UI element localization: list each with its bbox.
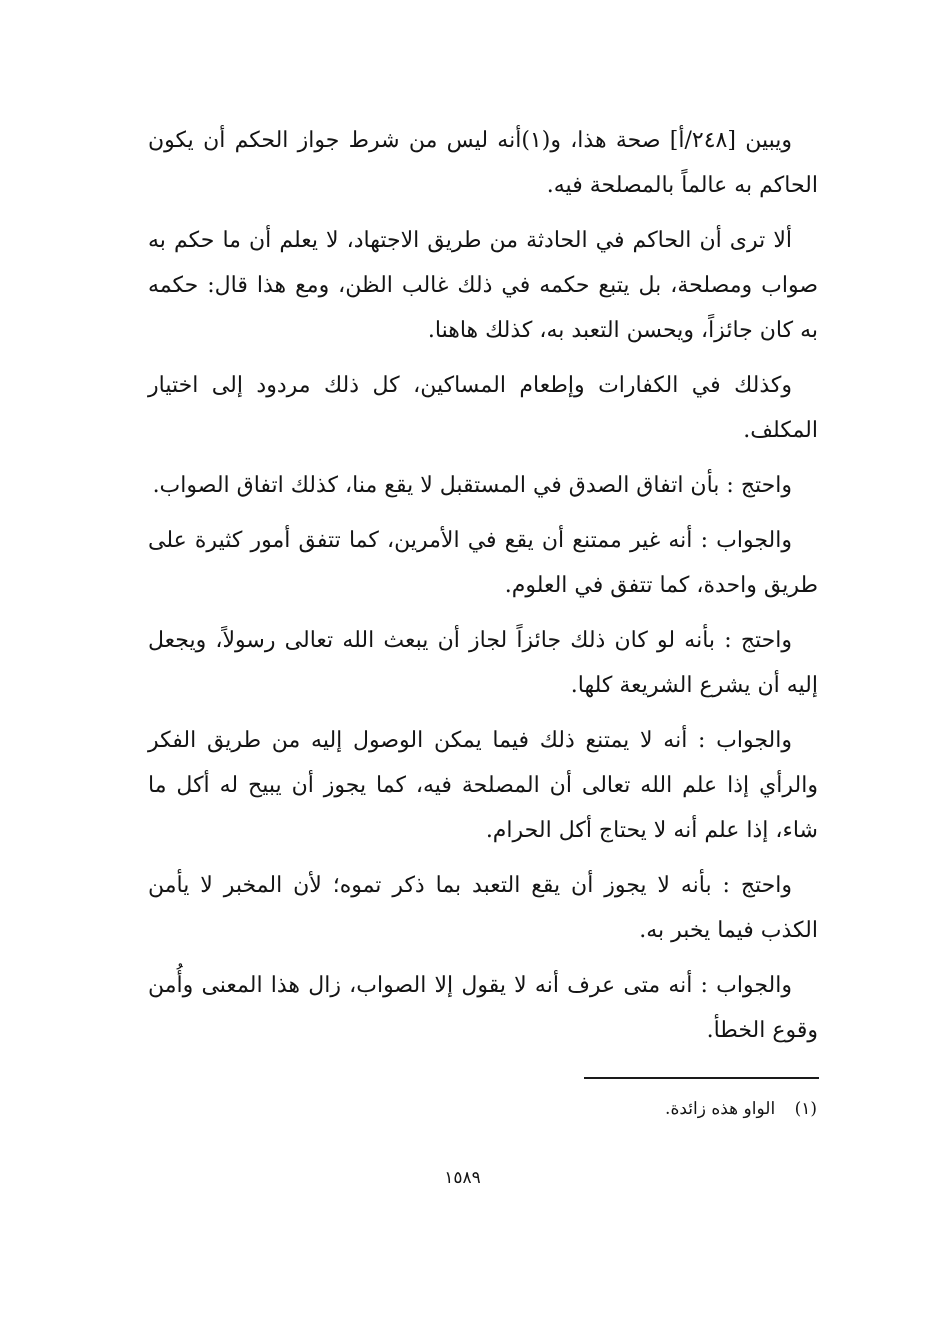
page-number: ١٥٨٩ (444, 1168, 481, 1188)
paragraph (148, 963, 818, 1053)
paragraph-text: والجواب : أنه لا يمتنع ذلك فيما يمكن الوصول إليه من طريق الفكر والرأي إذا علم الله تعالى أن المصلحة فيه، كما يجوز أن يبيح له أكل ما شاء، إذا علم أنه لا يحتاج أكل الحرام. (148, 728, 818, 843)
paragraph-text: ويبين [٢٤٨/أ] صحة هذا، و(١)أنه ليس من شرط جواز الحكم أن يكون الحاكم به عالماً بالمصلحة فيه. (148, 128, 818, 198)
paragraph (148, 518, 818, 608)
paragraph-text: ألا ترى أن الحاكم في الحادثة من طريق الاجتهاد، لا يعلم أن ما حكم به صواب ومصلحة، بل يتبع حكمه في ذلك غالب الظن، ومع هذا قال: حكمه به كان جائزاً، ويحسن التعبد به، كذلك هاهنا. (148, 228, 818, 343)
footnote-marker: (١) (794, 1099, 817, 1119)
paragraph-text: والجواب : أنه متى عرف أنه لا يقول إلا الصواب، زال هذا المعنى وأُمن وقوع الخطأ. (148, 973, 818, 1043)
footnote-text: الواو هذه زائدة. (665, 1099, 776, 1119)
paragraph (148, 863, 818, 953)
footnote-divider (584, 1077, 819, 1079)
paragraph-text: والجواب : أنه غير ممتنع أن يقع في الأمرين، كما تتفق أمور كثيرة على طريق واحدة، كما تتفق في العلوم. (148, 528, 818, 598)
main-text (148, 118, 818, 1063)
paragraph (148, 463, 818, 508)
paragraph (148, 218, 818, 353)
footnote (500, 1094, 817, 1124)
paragraph-text: واحتج : بأن اتفاق الصدق في المستقبل لا يقع منا، كذلك اتفاق الصواب. (152, 473, 792, 498)
paragraph (148, 118, 818, 208)
paragraph (148, 718, 818, 853)
paragraph-text: واحتج : بأنه لا يجوز أن يقع التعبد بما ذكر تموه؛ لأن المخبر لا يأمن الكذب فيما يخبر به. (148, 873, 818, 943)
paragraph (148, 363, 818, 453)
paragraph-text: واحتج : بأنه لو كان ذلك جائزاً لجاز أن يبعث الله تعالى رسولاً، ويجعل إليه أن يشرع الشريعة كلها. (148, 628, 818, 698)
paragraph (148, 618, 818, 708)
paragraph-text: وكذلك في الكفارات وإطعام المساكين، كل ذلك مردود إلى اختيار المكلف. (148, 373, 818, 443)
